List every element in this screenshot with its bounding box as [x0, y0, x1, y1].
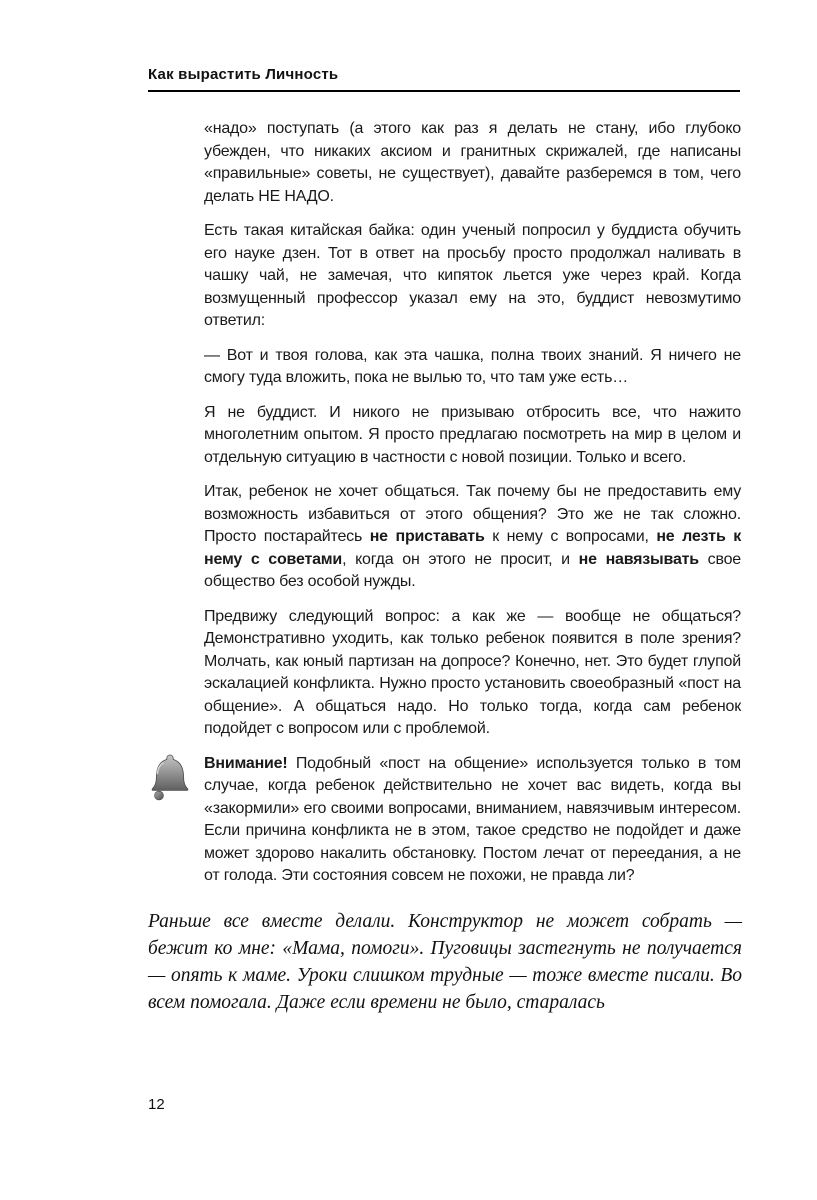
paragraph-1: «надо» поступать (а этого как раз я делать не стану, ибо глубоко убежден, что никаких аксиом и гранитных скрижалей, где написаны «правильные» советы, не существует), давайте разберемся в том, чего делать НЕ НАДО. — [204, 120, 741, 205]
paragraph-6: Предвижу следующий вопрос: а как же — вообще не общаться? Демонстративно уходить, как только ребенок появится в поле зрения? Молчать, как юный партизан на допросе? Конечно, нет. Это будет глупой эскалацией конфликта. Нужно просто установить своеобразный «пост на общение». А общаться надо. Но только тогда, когда сам ребенок подойдет с вопросом или с проблемой. — [204, 607, 741, 737]
paragraph-2: Есть такая китайская байка: один ученый попросил у буддиста обучить его науке дзен. Тот в ответ на просьбу просто продолжал наливать в чашку чай, не замечая, что кипяток льется уже через край. Когда возмущенный профессор указал ему на это, буддист невозмутимо ответил: — [204, 222, 741, 329]
header-divider — [148, 90, 740, 92]
main-text-block — [204, 118, 741, 888]
attention-paragraph — [204, 753, 741, 888]
paragraph-5-text: Итак, ребенок не хочет общаться. Так почему бы не предоставить ему возможность избавиться от этого общения? Это же не так сложно. Просто постарайтесь — [204, 483, 741, 545]
attention-text: Подобный «пост на общение» используется только в том случае, когда ребенок действительно не хочет вас видеть, когда вы «закормили» его своими вопросами, вниманием, навязчивым интересом. Если причина конфликта не в этом, такое средство не подойдет и даже может здорово накалить обстановку. Постом лечат от переедания, а не от голода. Эти состояния совсем не похожи, не правда ли? — [204, 754, 741, 884]
page-header — [148, 66, 740, 92]
paragraph-3: — Вот и твоя голова, как эта чашка, полна твоих знаний. Я ничего не смогу туда вложить, пока не вылью то, что там уже есть… — [204, 346, 741, 386]
paragraph-5 — [204, 481, 741, 594]
bell-icon — [148, 753, 190, 803]
paragraph-5-text: к нему с вопросами, — [484, 528, 657, 545]
emphasis-ne-lezt: не лезть к нему с советами — [204, 528, 741, 568]
attention-label: Внимание! — [204, 754, 288, 772]
paragraph-5-text: свое общество без особой нужды. — [204, 550, 741, 590]
running-title: Как вырастить Личность — [148, 66, 339, 83]
paragraph-4: Я не буддист. И никого не призываю отбросить все, что нажито многолетним опытом. Я просто предлагаю посмотреть на мир в целом и отдельную ситуацию в частности с новой позиции. Только и всего. — [204, 403, 741, 466]
emphasis-ne-pristavat: не приставать — [369, 528, 485, 545]
emphasis-ne-navyazyvat: не навязывать — [578, 550, 699, 568]
page-number: 12 — [148, 1096, 165, 1113]
italic-quote-paragraph: Раньше все вместе делали. Конструктор не может собрать — бежит ко мне: «Мама, помоги». Пуговицы застегнуть не получается — опять к маме. Уроки слишком трудные — тоже вместе писали. Во всем помогала. Даже если времени не было, старалась — [148, 910, 742, 1013]
paragraph-5-text: , когда он этого не просит, и — [342, 550, 579, 568]
attention-block — [204, 753, 741, 888]
